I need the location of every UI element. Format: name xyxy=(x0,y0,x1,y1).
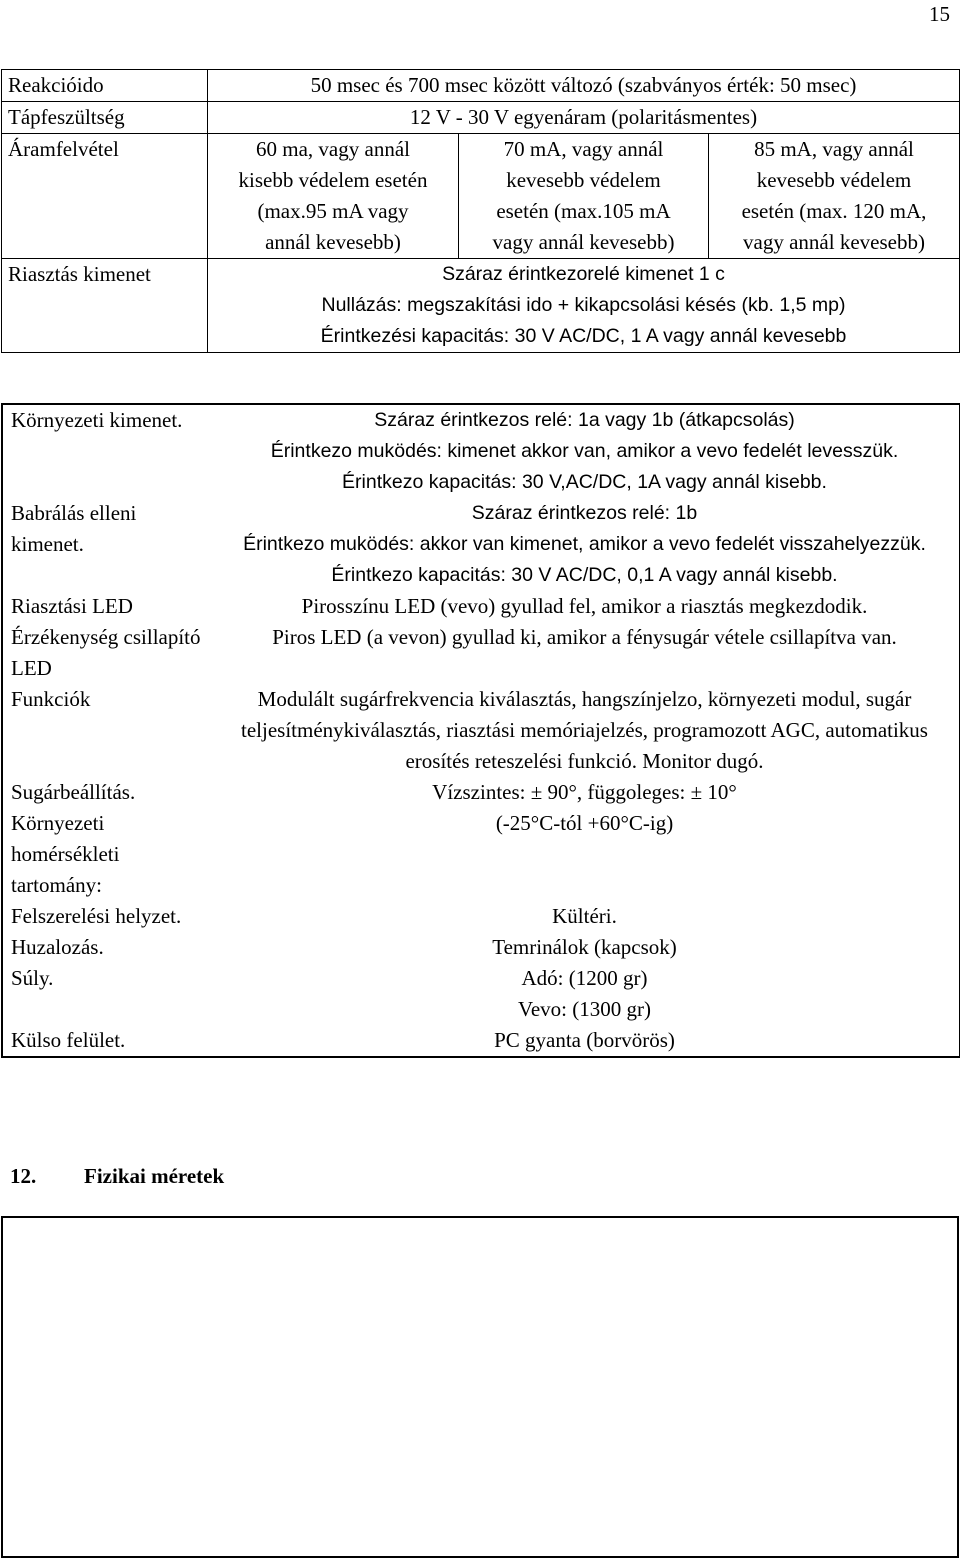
cell-line: vagy annál kevesebb) xyxy=(492,230,675,254)
row-label: Tápfeszültség xyxy=(2,102,208,134)
cell-line: Nullázás: megszakítási ido + kikapcsolási késés (kb. 1,5 mp) xyxy=(321,294,846,316)
row-value: 50 msec és 700 msec között változó (szabványos érték: 50 msec) xyxy=(208,70,960,102)
cell-line: Száraz érintkezos relé: 1a vagy 1b (átkapcsolás) xyxy=(374,409,795,431)
row-value xyxy=(208,901,960,932)
cell-line: Érintkezo muködés: akkor van kimenet, amikor a vevo fedelét visszahelyezzük. xyxy=(243,533,926,555)
spec-table-outputs xyxy=(1,403,960,1058)
row-value: 12 V - 30 V egyenáram (polaritásmentes) xyxy=(208,102,960,134)
spec-table-power xyxy=(1,69,960,353)
table-row xyxy=(2,70,960,102)
table-row xyxy=(2,259,960,353)
table-row xyxy=(2,622,960,684)
row-label: Áramfelvétel xyxy=(2,134,208,259)
row-label: Külso felület. xyxy=(2,1025,208,1057)
table-row xyxy=(2,1025,960,1057)
table-row xyxy=(2,102,960,134)
row-value xyxy=(208,404,960,498)
cell-line: 70 mA, vagy annál xyxy=(503,137,664,161)
table-row xyxy=(2,777,960,808)
cell-line: Érintkezési kapacitás: 30 V AC/DC, 1 A vagy annál kevesebb xyxy=(320,325,847,347)
table-row xyxy=(2,808,960,901)
cell-line: kevesebb védelem xyxy=(506,168,661,192)
cell-line: Modulált sugárfrekvencia kiválasztás, hangszínjelzo, környezeti modul, sugár teljesítménykiválasztás, riasztási memóriajelzés, programozott AGC, automatikus erosítés reteszelési funkció. Monitor dugó. xyxy=(241,687,928,773)
current-option-1 xyxy=(208,134,459,259)
cell-line: 60 ma, vagy annál xyxy=(256,137,410,161)
row-value xyxy=(208,591,960,622)
row-label: Környezeti homérsékleti tartomány: xyxy=(2,808,208,901)
table-row xyxy=(2,963,960,1025)
row-value xyxy=(208,259,960,353)
cell-line: Érintkezo kapacitás: 30 V AC/DC, 0,1 A vagy annál kisebb. xyxy=(331,564,838,586)
section-heading xyxy=(10,1164,224,1189)
row-value xyxy=(208,498,960,591)
current-option-3 xyxy=(709,134,960,259)
row-value xyxy=(208,684,960,777)
row-label: Riasztási LED xyxy=(2,591,208,622)
row-label: Huzalozás. xyxy=(2,932,208,963)
cell-line: (max.95 mA vagy xyxy=(257,199,409,223)
row-value xyxy=(208,1025,960,1057)
cell-line: Érintkezo kapacitás: 30 V,AC/DC, 1A vagy annál kisebb. xyxy=(342,471,827,493)
cell-line: 85 mA, vagy annál xyxy=(754,137,914,161)
section-number: 12. xyxy=(10,1164,37,1188)
cell-line: Vevo: (1300 gr) xyxy=(518,997,651,1021)
cell-line: esetén (max. 120 mA, xyxy=(741,199,927,223)
table-row xyxy=(2,498,960,591)
table-row xyxy=(2,134,960,259)
table-row xyxy=(2,901,960,932)
row-label: Környezeti kimenet. xyxy=(2,404,208,498)
cell-line: vagy annál kevesebb) xyxy=(743,230,925,254)
page-number: 15 xyxy=(929,2,950,26)
cell-line: Érintkezo muködés: kimenet akkor van, amikor a vevo fedelét levesszük. xyxy=(270,440,899,462)
cell-line: Adó: (1200 gr) xyxy=(521,966,648,990)
row-value xyxy=(208,808,960,901)
row-value xyxy=(208,932,960,963)
section-title: Fizikai méretek xyxy=(84,1164,225,1188)
row-label: Funkciók xyxy=(2,684,208,777)
table-row xyxy=(2,932,960,963)
cell-line: Száraz érintkezos relé: 1b xyxy=(471,502,698,524)
row-value xyxy=(208,963,960,1025)
row-label: Felszerelési helyzet. xyxy=(2,901,208,932)
cell-line: Temrinálok (kapcsok) xyxy=(492,935,677,959)
row-value xyxy=(208,622,960,684)
table-row xyxy=(2,684,960,777)
cell-line: Pirosszínu LED (vevo) gyullad fel, amikor a riasztás megkezdodik. xyxy=(301,594,868,618)
row-label: Reakcióido xyxy=(2,70,208,102)
row-label: Súly. xyxy=(2,963,208,1025)
row-label: Sugárbeállítás. xyxy=(2,777,208,808)
row-label: Riasztás kimenet xyxy=(2,259,208,353)
table-row xyxy=(2,404,960,498)
cell-line: kisebb védelem esetén xyxy=(238,168,428,192)
cell-line: Száraz érintkezorelé kimenet 1 c xyxy=(442,263,725,285)
dimensions-figure-frame xyxy=(1,1216,959,1558)
cell-line: Kültéri. xyxy=(552,904,617,928)
cell-line: Vízszintes: ± 90°, függoleges: ± 10° xyxy=(432,780,737,804)
current-option-2 xyxy=(459,134,709,259)
row-label: Babrálás elleni kimenet. xyxy=(2,498,208,591)
cell-line: Piros LED (a vevon) gyullad ki, amikor a fénysugár vétele csillapítva van. xyxy=(272,625,897,649)
row-value xyxy=(208,777,960,808)
cell-line: esetén (max.105 mA xyxy=(496,199,671,223)
cell-line: kevesebb védelem xyxy=(756,168,912,192)
row-label: Érzékenység csillapító LED xyxy=(2,622,208,684)
cell-line: (-25°C-tól +60°C-ig) xyxy=(495,811,674,835)
cell-line: PC gyanta (borvörös) xyxy=(494,1028,675,1052)
cell-line: annál kevesebb) xyxy=(265,230,401,254)
table-row xyxy=(2,591,960,622)
